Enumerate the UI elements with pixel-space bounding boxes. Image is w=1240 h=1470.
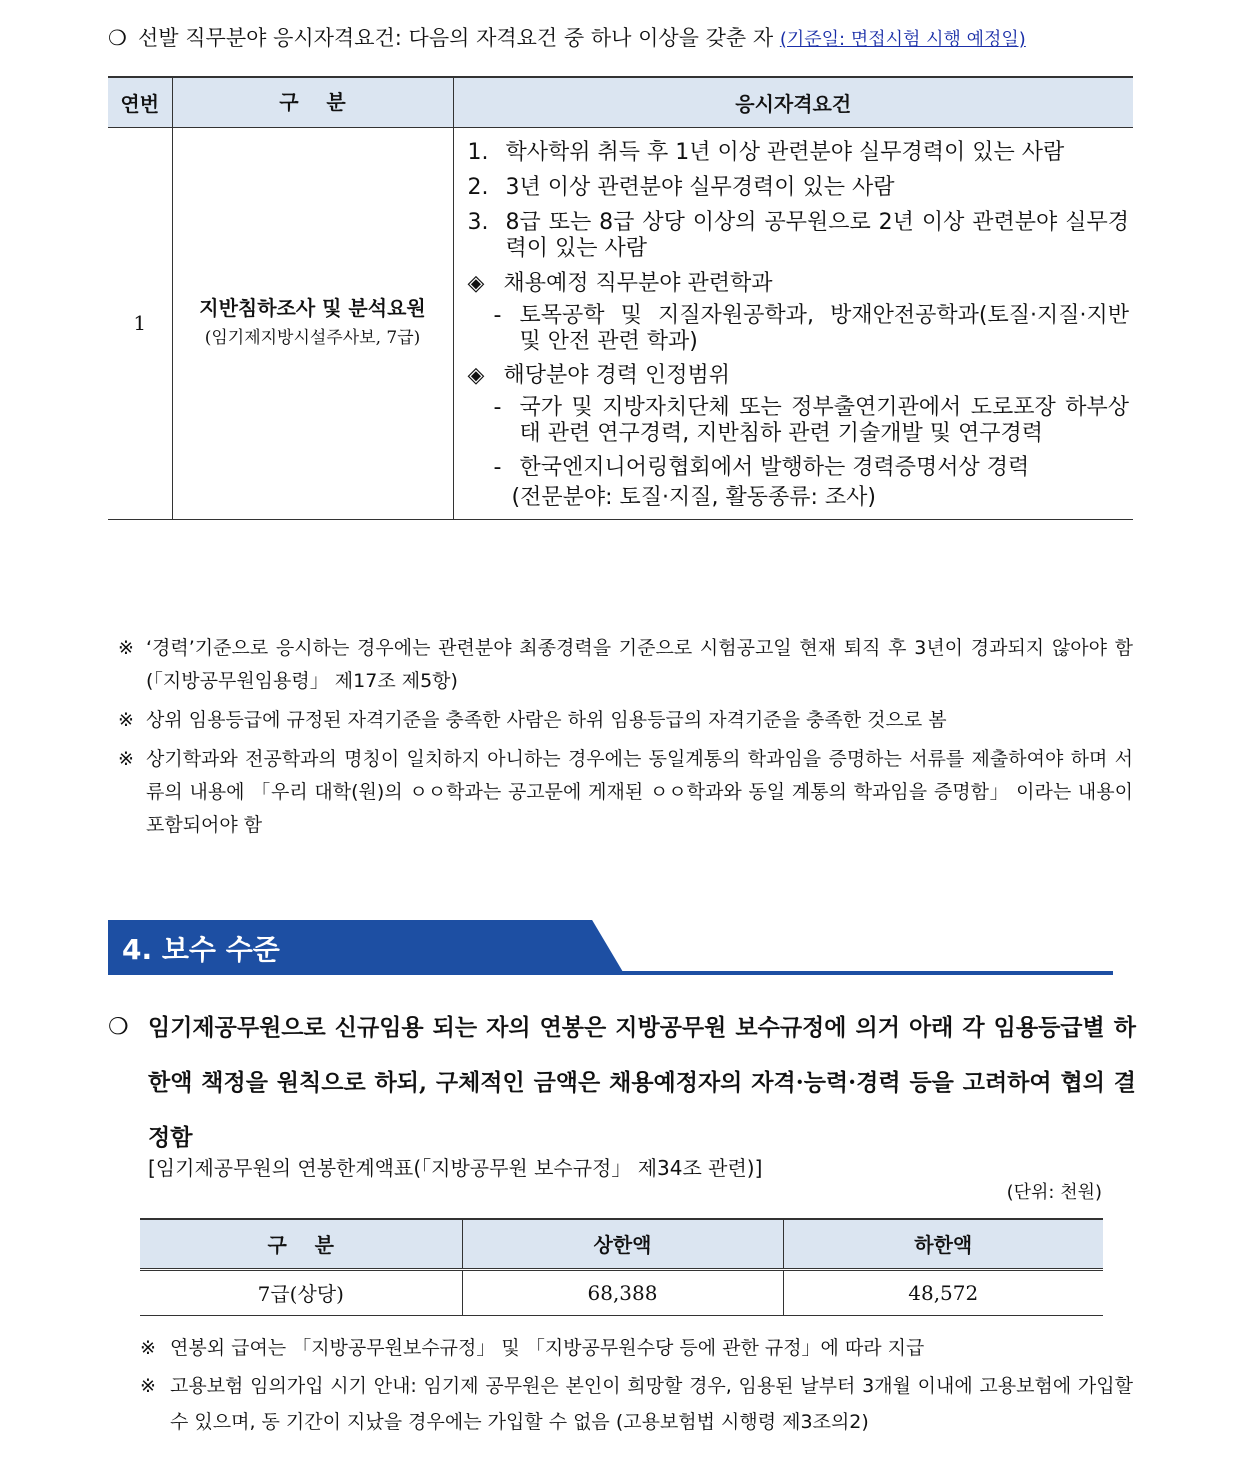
table-row (140, 1269, 1103, 1315)
lower-limit-cell: 48,572 (783, 1269, 1103, 1315)
salary-table-unit: (단위: 천원) (1006, 1182, 1102, 1203)
note-text: 연봉외 급여는 「지방공무원보수규정」 및 「지방공무원수당 등에 관한 규정」에 따라 지급 (170, 1337, 925, 1359)
heading-text: 선발 직무분야 응시자격요건: 다음의 자격요건 중 하나 이상을 갖춘 자 (138, 26, 774, 50)
salary-table (140, 1218, 1103, 1316)
eligibility-heading (108, 22, 1026, 52)
eligibility-table (108, 76, 1133, 520)
career-field-note: (전문분야: 토질·지질, 활동종류: 조사) (511, 484, 876, 510)
career-heading-text: 해당분야 경력 인정범위 (503, 362, 731, 388)
list-item (118, 632, 1133, 698)
dash-icon: - (493, 394, 502, 420)
item-number: 2. (467, 174, 489, 200)
header-lower-limit: 하한액 (783, 1219, 1103, 1269)
section-banner-rule (108, 971, 1113, 975)
eligibility-notes (118, 632, 1133, 848)
table-row (108, 127, 1133, 519)
row-category (172, 127, 453, 519)
header-grade: 구 분 (140, 1219, 462, 1269)
department-heading (468, 271, 1130, 297)
salary-table-header (140, 1219, 1103, 1269)
note-text: 고용보험 임의가입 시기 안내: 임기제 공무원은 본인이 희망할 경우, 임용된 날부터 3개월 이내에 고용보험에 가입할 수 있으며, 동 기간이 지났을 경우에는 가입할 수 없음 (고용보험법 시행령 제3조의2) (170, 1375, 1133, 1433)
salary-notes (140, 1330, 1133, 1442)
diamond-icon: ◈ (467, 362, 485, 388)
list-item (118, 704, 1133, 737)
heading-basis-note: (기준일: 면접시험 시행 예정일) (779, 29, 1026, 50)
header-upper-limit: 상한액 (462, 1219, 783, 1269)
list-item (140, 1368, 1133, 1440)
circle-bullet-icon: ❍ (108, 1014, 129, 1040)
item-number: 3. (467, 209, 489, 235)
header-serial: 연번 (108, 77, 172, 127)
row-requirements (453, 127, 1133, 519)
header-requirements: 응시자격요건 (453, 77, 1133, 127)
note-text: 상위 임용등급에 규정된 자격기준을 충족한 사람은 하위 임용등급의 자격기준을 충족한 것으로 봄 (146, 709, 947, 731)
salary-table-caption: [임기제공무원의 연봉한계액표(「지방공무원 보수규정」 제34조 관련)] (148, 1156, 763, 1180)
note-text: ‘경력’기준으로 응시하는 경우에는 관련분야 최종경력을 기준으로 시험공고일 현재 퇴직 후 3년이 경과되지 않아야 함 (「지방공무원임용령」 제17조 제5항) (146, 637, 1133, 692)
list-item (140, 1330, 1133, 1366)
row-serial: 1 (108, 127, 172, 519)
career-list-text: 국가 및 지방자치단체 또는 정부출연기관에서 도로포장 하부상태 관련 연구경력, 지반침하 관련 기술개발 및 연구경력 (519, 394, 1129, 446)
category-subtitle: (임기제지방시설주사보, 7급) (204, 328, 421, 348)
item-text: 8급 또는 8급 상당 이상의 공무원으로 2년 이상 관련분야 실무경력이 있는 사람 (505, 209, 1129, 261)
note-mark: ※ (118, 709, 134, 731)
eligibility-table-header (108, 77, 1133, 127)
circle-bullet-icon: ❍ (108, 26, 127, 50)
salary-paragraph (108, 1000, 1136, 1165)
dash-icon: - (493, 302, 502, 328)
list-item (118, 743, 1133, 842)
list-item (494, 303, 1130, 355)
list-item (468, 140, 1130, 166)
list-item (494, 455, 1130, 481)
note-mark: ※ (118, 748, 134, 770)
grade-cell: 7급(상당) (140, 1269, 462, 1315)
header-category: 구 분 (172, 77, 453, 127)
department-heading-text: 채용예정 직무분야 관련학과 (503, 270, 773, 296)
item-text: 학사학위 취득 후 1년 이상 관련분야 실무경력이 있는 사람 (505, 139, 1065, 165)
department-list-text: 토목공학 및 지질자원공학과, 방재안전공학과(토질·지질·지반 및 안전 관련 학과) (519, 302, 1129, 354)
list-item (494, 395, 1130, 447)
item-text: 3년 이상 관련분야 실무경력이 있는 사람 (505, 174, 895, 200)
list-item (468, 210, 1130, 262)
note-mark: ※ (140, 1337, 156, 1359)
section-title: 4. 보수 수준 (122, 933, 280, 966)
dash-icon: - (493, 454, 502, 480)
upper-limit-cell: 68,388 (462, 1269, 783, 1315)
item-number: 1. (467, 139, 489, 165)
section-banner (108, 920, 1113, 975)
category-title: 지반침하조사 및 분석요원 (199, 296, 426, 320)
note-mark: ※ (140, 1375, 156, 1397)
list-item (468, 175, 1130, 201)
note-mark: ※ (118, 637, 134, 659)
diamond-icon: ◈ (467, 270, 485, 296)
note-text: 상기학과와 전공학과의 명칭이 일치하지 아니하는 경우에는 동일계통의 학과임을 증명하는 서류를 제출하여야 하며 서류의 내용에 「우리 대학(원)의 ㅇㅇ학과는 공고문에 게재된 ㅇㅇ학과와 동일 계통의 학과임을 증명함」 이라는 내용이 포함되어야 함 (146, 748, 1133, 836)
career-list-text: 한국엔지니어링협회에서 발행하는 경력증명서상 경력 (519, 454, 1030, 480)
salary-paragraph-text: 임기제공무원으로 신규임용 되는 자의 연봉은 지방공무원 보수규정에 의거 아래 각 임용등급별 하한액 책정을 원칙으로 하되, 구체적인 금액은 채용예정자의 자격·능력·경력 등을 고려하여 협의 결정함 (148, 1014, 1136, 1151)
career-heading (468, 363, 1130, 389)
